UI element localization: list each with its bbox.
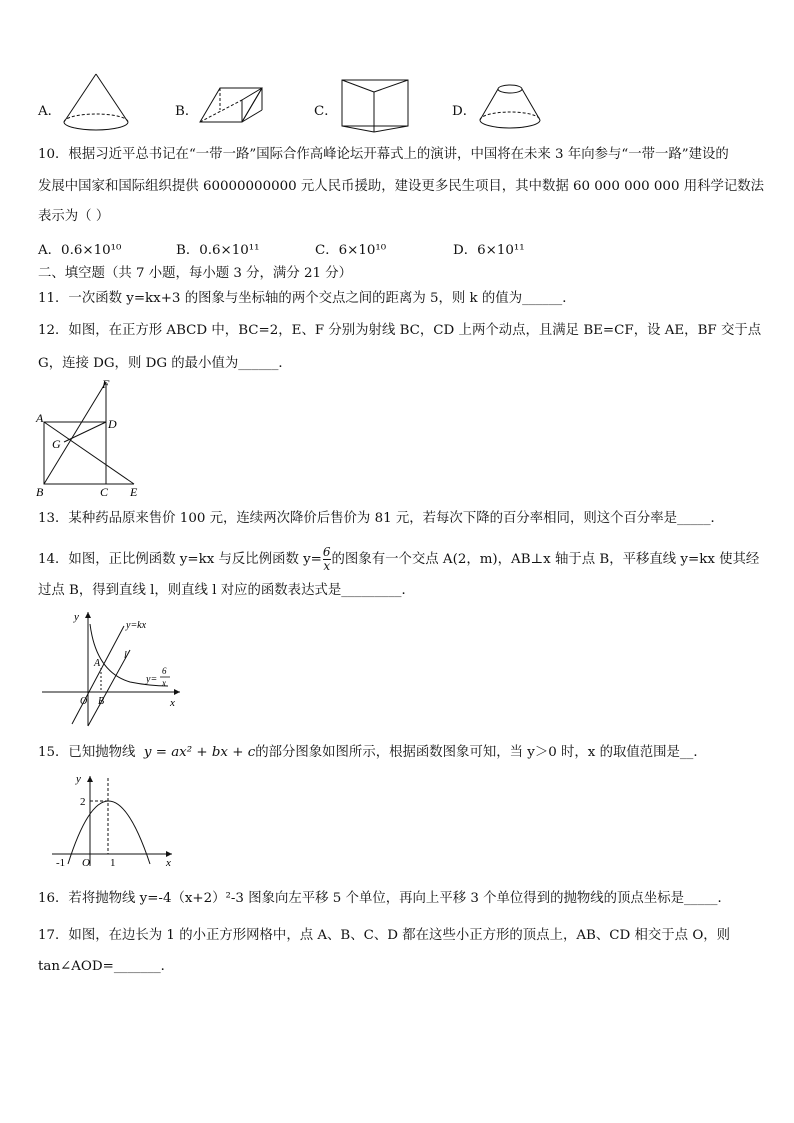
triangular-prism-figure — [338, 76, 414, 136]
q14-line2: 过点 B，得到直线 l，则直线 l 对应的函数表达式是_________． — [38, 583, 415, 598]
q10-option-a: A．0.6×10¹⁰ — [38, 243, 122, 258]
svg-text:2: 2 — [80, 796, 86, 808]
svg-text:x: x — [170, 697, 175, 709]
q11-text: 11．一次函数 y=kx+3 的图象与坐标轴的两个交点之间的距离为 5，则 k 的值为______． — [38, 291, 576, 306]
svg-text:y: y — [76, 773, 81, 785]
option-b-label: B． — [175, 104, 199, 119]
svg-text:y=: y= — [146, 674, 158, 685]
q15-line: 15．已知抛物线 y = ax² + bx + c的部分图象如图所示，根据函数图象可知，当 y＞0 时，x 的取值范围是__． — [38, 745, 707, 760]
svg-text:y: y — [74, 611, 79, 623]
q16-text: 16．若将抛物线 y=-4（x+2）²-3 图象向左平移 5 个单位，再向上平移 3 个单位得到的抛物线的顶点坐标是_____． — [38, 891, 731, 906]
svg-text:1: 1 — [110, 857, 116, 868]
square-figure — [34, 376, 146, 500]
prism-figure — [196, 80, 268, 128]
svg-text:x: x — [162, 678, 166, 688]
q12-line1: 12．如图，在正方形 ABCD 中，BC=2，E、F 分别为射线 BC，CD 上两个动点，且满足 BE=CF，设 AE，BF 交于点 — [38, 323, 762, 338]
svg-text:A: A — [94, 658, 101, 669]
q10-line2: 发展中国家和国际组织提供 60000000000 元人民币援助，建设更多民生项目，其中数据 60 000 000 000 用科学记数法 — [38, 179, 765, 194]
q10-option-b: B．0.6×10¹¹ — [176, 243, 260, 258]
label-b: B — [36, 485, 44, 499]
q14-line1 — [38, 546, 759, 573]
q10-line3: 表示为（ ） — [38, 209, 110, 224]
q10-option-d: D．6×10¹¹ — [453, 243, 525, 258]
svg-text:O: O — [82, 857, 90, 868]
q10-line1: 10．根据习近平总书记在“一带一路”国际合作高峰论坛开幕式上的演讲，中国将在未来 3 年向参与“一带一路”建设的 — [38, 147, 729, 162]
q13-text: 13．某种药品原来售价 100 元，连续两次降价后售价为 81 元，若每次下降的百分率相同，则这个百分率是_____． — [38, 511, 724, 526]
option-a-label: A． — [38, 104, 62, 119]
fraction: $\frac{6}{x}$ — [322, 545, 331, 573]
svg-text:l: l — [124, 650, 127, 661]
label-g: G — [52, 437, 61, 451]
q12-line2: G，连接 DG，则 DG 的最小值为______． — [38, 356, 292, 371]
label-e: E — [130, 485, 138, 499]
option-d-label: D． — [452, 104, 477, 119]
svg-text:6: 6 — [162, 666, 167, 676]
q15-formula: y = ax² + bx + c — [143, 745, 256, 760]
label-f: F — [102, 377, 110, 391]
svg-text:y=kx: y=kx — [126, 620, 147, 631]
svg-text:B: B — [98, 696, 105, 707]
svg-text:-1: -1 — [56, 857, 66, 868]
q14-text-a: 14．如图，正比例函数 y=kx 与反比例函数 y= — [38, 552, 322, 567]
q17-line2: tan∠AOD=_______． — [38, 959, 175, 974]
svg-text:x: x — [166, 857, 171, 868]
q14-text-b: 的图象有一个交点 A(2，m)，AB⊥x 轴于点 B，平移直线 y=kx 使其经 — [331, 552, 760, 567]
label-d: D — [108, 417, 117, 431]
graph-inverse-figure — [38, 606, 188, 730]
q10-option-c: C．6×10¹⁰ — [315, 243, 387, 258]
label-a: A — [36, 411, 44, 425]
svg-text:O: O — [80, 696, 88, 707]
label-c: C — [100, 485, 109, 499]
frustum-figure — [476, 80, 544, 132]
q17-line1: 17．如图，在边长为 1 的小正方形网格中，点 A、B、C、D 都在这些小正方形的顶点上，AB、CD 相交于点 O，则 — [38, 928, 731, 943]
parabola-figure — [48, 770, 178, 868]
option-c-label: C． — [314, 104, 338, 119]
cone-figure — [60, 72, 132, 134]
section-heading: 二、填空题（共 7 小题，每小题 3 分，满分 21 分） — [38, 266, 353, 281]
